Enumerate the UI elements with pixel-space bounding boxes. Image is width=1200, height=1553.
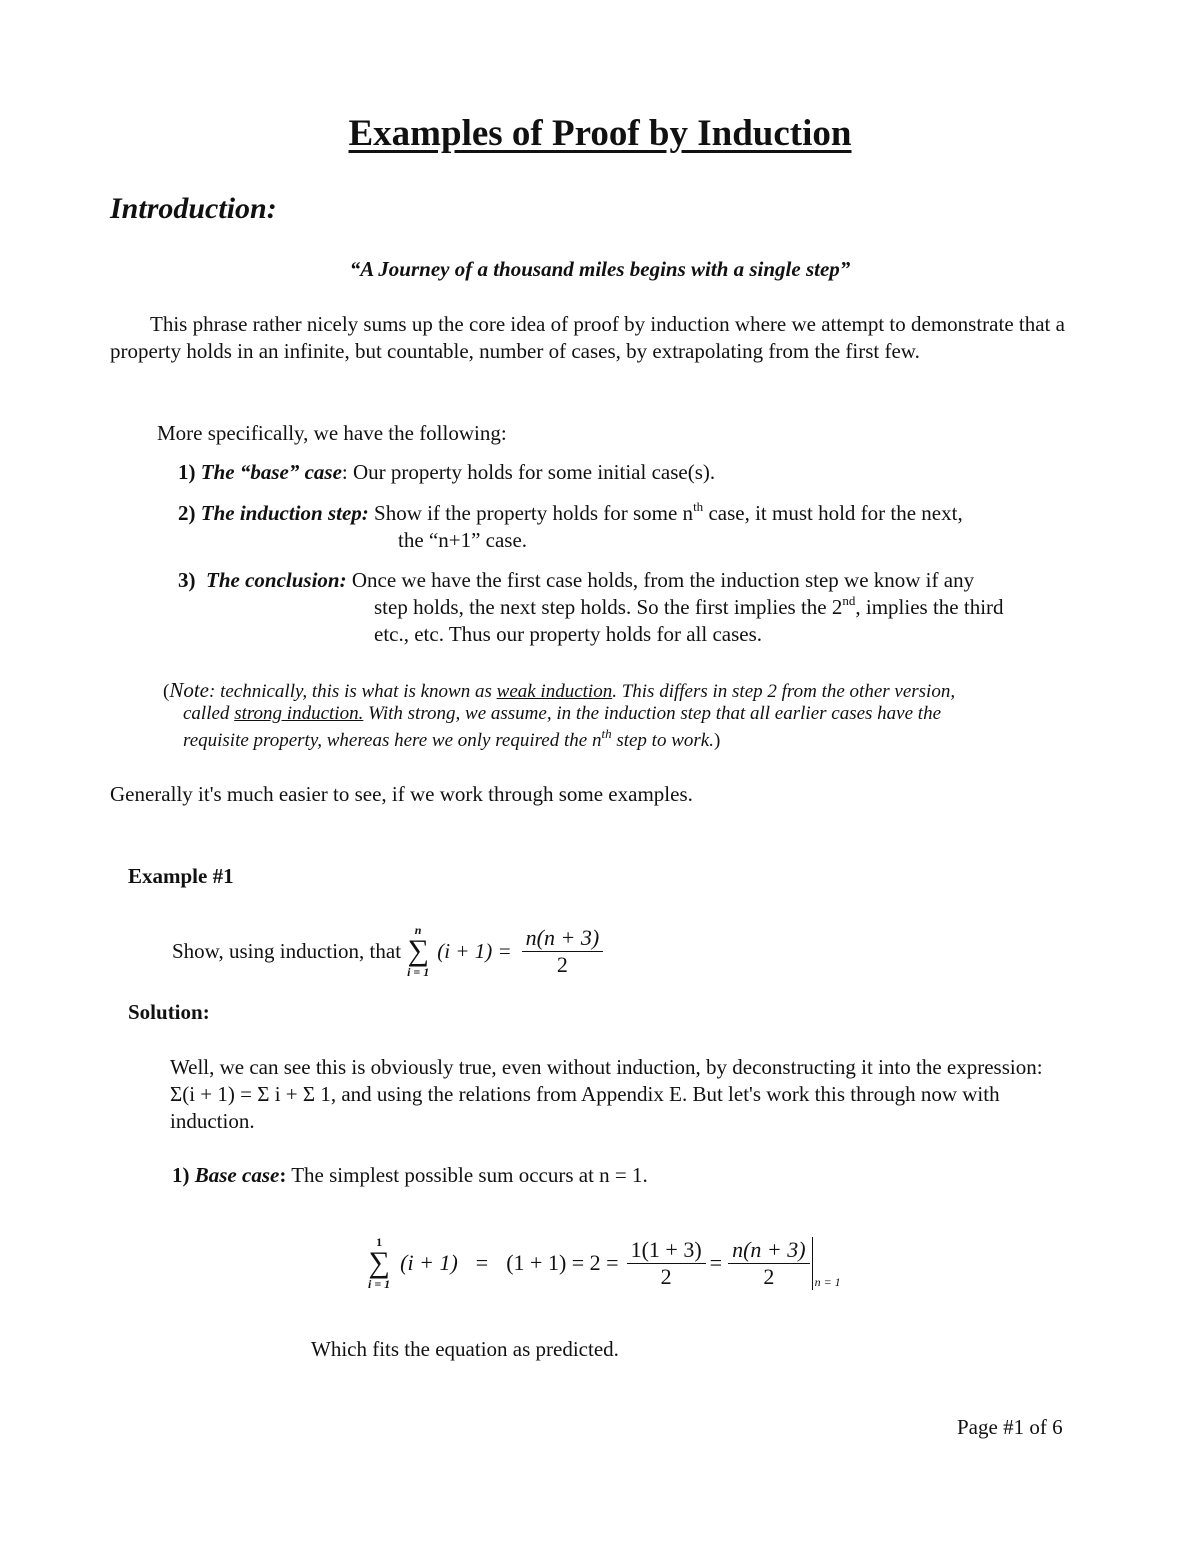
solution-paragraph: Well, we can see this is obviously true, even without induction, by deconstructing it into the expression: Σ(i + 1) = Σ i + Σ 1, and using the relations from Appendix E. But let's work this through now with induction. (170, 1055, 1043, 1133)
superscript: nd (842, 593, 856, 608)
colon: : (279, 1163, 287, 1187)
example-statement (172, 924, 603, 978)
sum-upper: n (414, 923, 422, 937)
text: requisite property, whereas here we only required the n (183, 730, 602, 751)
base-case-equation (368, 1236, 841, 1290)
sum-upper: 1 (376, 1235, 383, 1249)
page-title: Examples of Proof by Induction (348, 113, 852, 154)
step-base-case (178, 460, 715, 485)
intro-paragraph-text: This phrase rather nicely sums up the core idea of proof by induction where we attempt to demonstrate that a property holds in an infinite, but countable, number of cases, by extrapolating from the first few. (110, 312, 1065, 363)
example-heading: Example #1 (128, 864, 234, 888)
sigma-symbol: ∑ (407, 934, 429, 967)
paren: ) (713, 730, 721, 751)
step-induction (178, 501, 963, 526)
paren: ( (163, 681, 170, 702)
step-text: Once we have the first case holds, from the induction step we know if any (346, 568, 975, 592)
base-case-text: The simplest possible sum occurs at n = 1. (286, 1163, 648, 1187)
note-line-1 (163, 678, 955, 703)
summation (368, 1236, 390, 1290)
middle-expression: (1 + 1) = 2 = (506, 1250, 619, 1275)
superscript: th (693, 499, 704, 514)
text: . This differs in step 2 from the other version, (612, 681, 956, 702)
base-case-line (172, 1163, 648, 1188)
step-label: Base case (194, 1163, 280, 1187)
step-number: 2) (178, 501, 196, 525)
numerator: 1(1 + 3) (627, 1237, 706, 1264)
step-text: : Our property holds for some initial case(s). (341, 460, 716, 484)
text: step to work. (611, 730, 714, 751)
step-text-cont: case, it must hold for the next, (703, 501, 963, 525)
numerator: n(n + 3) (728, 1237, 810, 1264)
note-line-2 (183, 703, 941, 725)
superscript: th (601, 725, 612, 741)
step-conclusion-line3: etc., etc. Thus our property holds for all cases. (374, 622, 762, 646)
show-text: Show, using induction, that (172, 938, 402, 963)
summation (407, 924, 429, 978)
text: step holds, the next step holds. So the first implies the 2 (374, 595, 843, 619)
fraction (522, 925, 604, 978)
text: called (183, 703, 235, 724)
step-number: 1) (178, 460, 196, 484)
step-number: 1) (172, 1163, 190, 1187)
step-label: The “base” case (200, 460, 342, 484)
weak-induction-term: weak induction (496, 681, 613, 702)
text: With strong, we assume, in the induction step that all earlier cases have the (363, 703, 942, 724)
introduction-heading: Introduction: (110, 192, 277, 225)
step-conclusion (178, 568, 974, 593)
sum-term: (i + 1) = (437, 938, 512, 963)
sigma-symbol: ∑ (368, 1246, 390, 1279)
step-text: Show if the property holds for some n (368, 501, 694, 525)
strong-induction-term: strong induction. (234, 703, 364, 724)
step-induction-continued: the “n+1” case. (398, 528, 528, 552)
numerator: n(n + 3) (522, 925, 604, 952)
denominator: 2 (763, 1263, 775, 1289)
step-conclusion-line2 (374, 595, 1004, 620)
note-line-3 (183, 725, 721, 752)
equals: = (709, 1250, 723, 1275)
denominator: 2 (660, 1263, 672, 1289)
fraction (627, 1237, 706, 1290)
intro-paragraph (110, 311, 1100, 365)
equals: = (475, 1250, 489, 1275)
page-number: Page #1 of 6 (957, 1415, 1063, 1439)
denominator: 2 (556, 951, 568, 977)
general-sentence: Generally it's much easier to see, if we work through some examples. (110, 782, 693, 806)
text: , implies the third (855, 595, 1004, 619)
lead-sentence: More specifically, we have the following: (157, 421, 507, 445)
sum-lower: i = 1 (407, 965, 430, 979)
sum-lower: i = 1 (368, 1277, 391, 1291)
fits-sentence: Which fits the equation as predicted. (311, 1337, 619, 1361)
sum-term: (i + 1) (400, 1250, 458, 1275)
step-label: The induction step: (200, 501, 369, 525)
evaluation-subscript: n = 1 (814, 1275, 841, 1289)
step-label: The conclusion: (206, 568, 347, 592)
solution-heading: Solution: (128, 1000, 210, 1024)
fraction (728, 1237, 813, 1290)
step-number: 3) (178, 568, 196, 592)
note-word: Note (169, 678, 209, 702)
text: : technically, this is what is known as (209, 681, 497, 702)
opening-quote: “A Journey of a thousand miles begins with a single step” (349, 257, 851, 281)
